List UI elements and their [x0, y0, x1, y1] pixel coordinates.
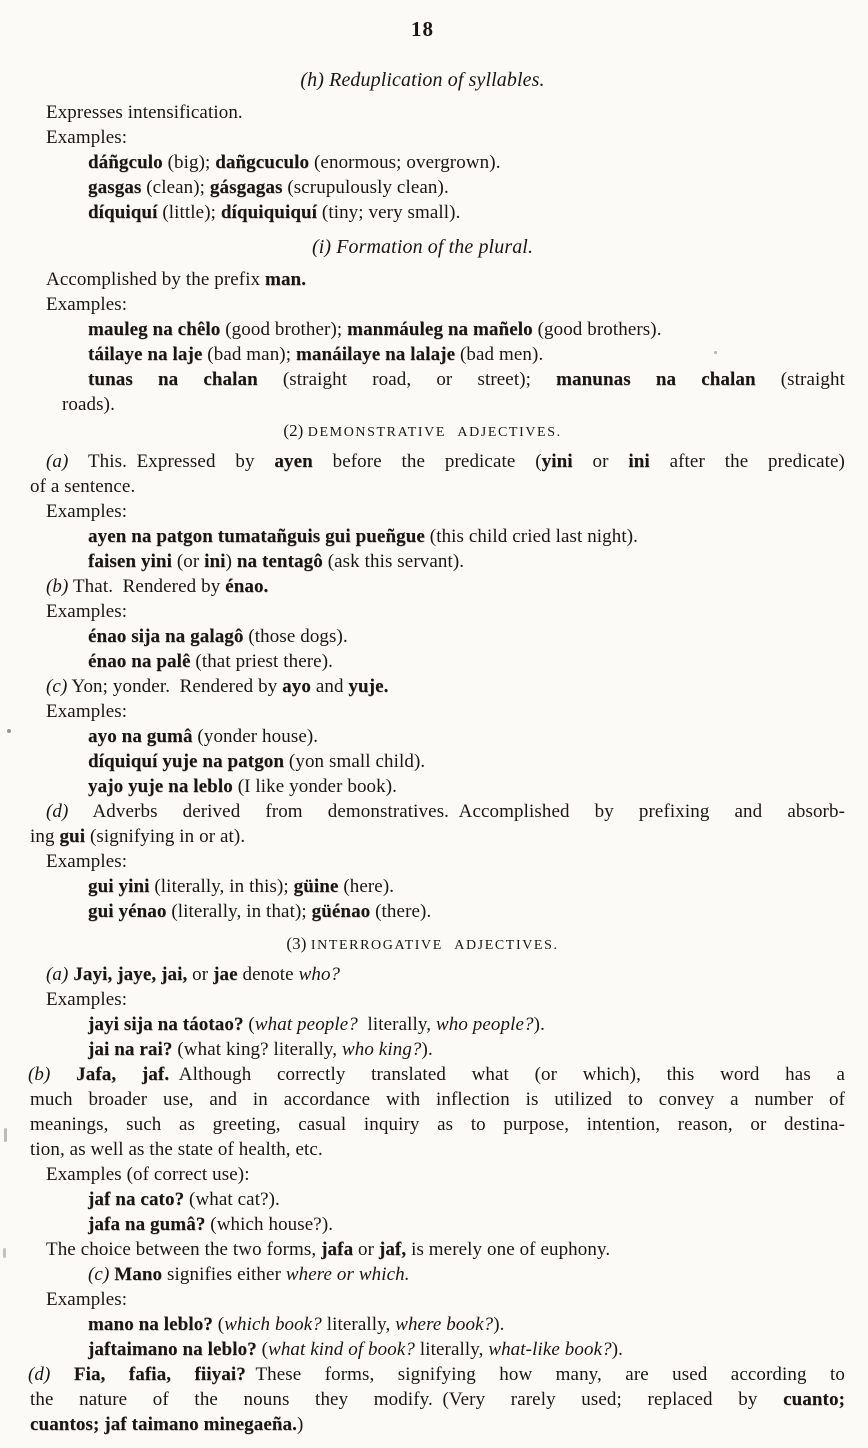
text-segment: Examples (of correct use): [46, 1164, 250, 1185]
text-segment: (here). [338, 876, 395, 897]
text-segment: literally, [321, 1314, 396, 1335]
text-segment: who king? [341, 1039, 422, 1060]
text-line [88, 1312, 845, 1337]
text-segment: ayo [282, 676, 311, 697]
text-segment: ). [421, 1039, 433, 1060]
text-line [46, 574, 845, 599]
text-segment: táilaye na laje [88, 344, 203, 365]
text-segment [50, 1364, 73, 1385]
text-segment: mano na leblo? [88, 1314, 213, 1335]
text-segment: This. Expressed by [68, 451, 275, 472]
text-segment: what-like book? [488, 1339, 612, 1360]
text-segment: what people? [254, 1014, 358, 1035]
text-line [88, 724, 845, 749]
text-segment: Expresses intensification. [46, 102, 243, 123]
text-line [88, 874, 845, 899]
text-segment: (good brothers). [532, 319, 662, 340]
text-line [88, 367, 845, 392]
text-segment: INTERROGATIVE ADJECTIVES. [310, 938, 559, 953]
page-content [0, 66, 845, 1437]
text-line [88, 749, 845, 774]
text-line [30, 474, 845, 499]
text-line [46, 962, 845, 987]
text-segment: manáilaye na lalaje [295, 344, 456, 365]
text-segment: what kind of book? [268, 1339, 415, 1360]
text-line [28, 1362, 845, 1387]
text-segment: (yon small child). [284, 751, 426, 772]
text-segment: (i) Formation of the plural. [311, 236, 534, 258]
text-segment: (a) [46, 964, 69, 985]
text-segment: güine [293, 876, 339, 897]
text-segment: (d) [46, 801, 69, 822]
text-segment: manunas na chalan [556, 369, 756, 390]
text-segment: ini [628, 451, 650, 472]
text-segment: (tiny; very small). [317, 202, 461, 223]
text-segment: ) [296, 1414, 304, 1435]
text-segment: díquiquí yuje na patgon [88, 751, 285, 772]
text-line [30, 1137, 845, 1162]
text-line [46, 1287, 845, 1312]
page-number: 18 [411, 17, 434, 41]
text-segment: faisen yini [88, 551, 172, 572]
text-line [88, 342, 845, 367]
section-heading-3 [0, 932, 845, 958]
text-segment: (3) [286, 934, 311, 953]
section-heading-h [0, 66, 845, 94]
text-segment: (what king? literally, [172, 1039, 342, 1060]
text-segment: denote [237, 964, 299, 985]
text-segment: (I like yonder book). [232, 776, 398, 797]
text-segment: These forms, signifying how many, are used according to [245, 1364, 845, 1385]
text-segment: Mano [114, 1264, 163, 1285]
text-segment: dañgcuculo [215, 152, 310, 173]
text-line [88, 1187, 845, 1212]
text-segment: (this child cried last night). [424, 526, 639, 547]
text-segment: Yon; yonder. Rendered by [67, 676, 283, 697]
text-line [88, 317, 845, 342]
text-segment: Examples: [46, 294, 128, 315]
text-segment: (ask this servant). [322, 551, 465, 572]
text-line [46, 1237, 845, 1262]
text-line [30, 1387, 845, 1412]
text-segment: (yonder house). [192, 726, 319, 747]
text-line [30, 1087, 845, 1112]
text-line [88, 1262, 845, 1287]
text-segment: cuantos; jaf taimano minegaeña. [30, 1414, 297, 1435]
text-segment: signifies either [162, 1264, 286, 1285]
text-segment: (2) [283, 421, 308, 440]
text-segment: Jayi, jaye, jai, [73, 964, 188, 985]
text-segment: Accomplished by the prefix [46, 269, 266, 290]
text-line [88, 524, 845, 549]
text-segment: tunas na chalan [88, 369, 258, 390]
text-segment: Examples: [46, 501, 128, 522]
text-line [30, 824, 845, 849]
text-segment: jae [213, 964, 238, 985]
text-segment: (straight [755, 369, 845, 390]
text-segment: (a) [46, 451, 69, 472]
text-segment: Adverbs derived from demonstratives. Accomplished by prefixing and absorb- [68, 801, 845, 822]
text-segment [50, 1064, 76, 1085]
text-segment: which book? [224, 1314, 322, 1335]
text-segment: gui yénao [88, 901, 167, 922]
text-segment: (clean); [141, 177, 210, 198]
text-segment: (signifying in or at). [85, 826, 246, 847]
text-segment: That. Rendered by [68, 576, 226, 597]
text-segment: where or which. [285, 1264, 410, 1285]
text-line [88, 1337, 845, 1362]
text-segment: cuanto; [783, 1389, 845, 1410]
text-segment: of a sentence. [30, 476, 136, 497]
text-segment: (c) [46, 676, 68, 697]
text-segment: ) [225, 551, 237, 572]
text-segment: (b) [28, 1064, 51, 1085]
text-segment: who? [298, 964, 341, 985]
text-segment: is merely one of euphony. [406, 1239, 611, 1260]
text-segment: jafa na gumâ? [88, 1214, 206, 1235]
text-segment: ( [256, 1339, 269, 1360]
text-line [46, 1162, 845, 1187]
text-segment: ). [611, 1339, 623, 1360]
text-line [46, 100, 845, 125]
section-heading-2 [0, 419, 845, 445]
text-line [88, 649, 845, 674]
text-segment: tion, as well as the state of health, etc. [30, 1139, 323, 1160]
text-line [88, 200, 845, 225]
text-segment: (bad men). [455, 344, 544, 365]
text-segment: ing [30, 826, 60, 847]
text-segment: mauleg na chêlo [88, 319, 221, 340]
text-segment: where book? [395, 1314, 494, 1335]
text-segment: Examples: [46, 701, 128, 722]
text-segment: (bad man); [202, 344, 296, 365]
text-segment: güénao [311, 901, 371, 922]
text-line [88, 1037, 845, 1062]
text-segment: gui yini [88, 876, 150, 897]
text-segment: (those dogs). [243, 626, 348, 647]
text-segment: jaf na cato? [88, 1189, 185, 1210]
text-line [46, 449, 845, 474]
section-heading-i [0, 233, 845, 261]
text-segment: who people? [435, 1014, 534, 1035]
text-segment: (or [171, 551, 205, 572]
text-segment: and [310, 676, 349, 697]
text-segment: gui [59, 826, 86, 847]
text-segment: jai na rai? [88, 1039, 173, 1060]
text-segment: (enormous; overgrown). [309, 152, 501, 173]
text-line [46, 987, 845, 1012]
scan-speck [4, 1128, 7, 1142]
text-segment: ( [243, 1014, 255, 1035]
text-line [46, 849, 845, 874]
text-segment: Examples: [46, 1289, 128, 1310]
text-segment: literally, [415, 1339, 489, 1360]
text-segment: (which house?). [205, 1214, 334, 1235]
text-line [46, 292, 845, 317]
text-line [46, 799, 845, 824]
text-line [46, 674, 845, 699]
text-segment: man. [265, 269, 307, 290]
text-segment: ). [533, 1014, 545, 1035]
text-segment: díquiquí [88, 202, 158, 223]
text-segment: jaftaimano na leblo? [88, 1339, 257, 1360]
scan-speck [3, 1248, 6, 1258]
text-segment: (literally, in this); [149, 876, 294, 897]
text-segment: (literally, in that); [166, 901, 312, 922]
text-line [46, 267, 845, 292]
text-segment: Jafa, jaf. [76, 1064, 170, 1085]
text-segment: (straight road, or street); [257, 369, 557, 390]
text-line [88, 549, 845, 574]
text-segment: gásgagas [209, 177, 283, 198]
text-segment: before the predicate ( [312, 451, 542, 472]
text-line [88, 175, 845, 200]
text-segment: yajo yuje na leblo [88, 776, 233, 797]
text-segment: Examples: [46, 851, 128, 872]
text-segment: énao na palê [88, 651, 191, 672]
text-line [30, 1112, 845, 1137]
text-segment: (there). [370, 901, 432, 922]
text-line [46, 699, 845, 724]
text-segment: díquiquiquí [220, 202, 318, 223]
text-segment: Fia, fafia, fiiyai? [73, 1364, 246, 1385]
text-segment: jafa [321, 1239, 354, 1260]
text-segment: énao sija na galagô [88, 626, 244, 647]
text-line [88, 1212, 845, 1237]
text-segment: much broader use, and in accordance with inflection is utilized to convey a number of [30, 1089, 845, 1110]
text-segment: (big); [162, 152, 216, 173]
text-line [28, 1062, 845, 1087]
text-segment: or [572, 451, 629, 472]
text-segment: Examples: [46, 989, 128, 1010]
text-segment: roads). [62, 394, 115, 415]
text-segment: énao. [225, 576, 269, 597]
text-segment: (h) Reduplication of syllables. [300, 69, 545, 91]
text-line [88, 624, 845, 649]
text-segment: ayen na patgon tumatañguis gui pueñgue [88, 526, 425, 547]
text-segment: ini [204, 551, 226, 572]
text-segment: gasgas [88, 177, 142, 198]
text-segment: or [353, 1239, 379, 1260]
text-segment: yuje. [348, 676, 389, 697]
text-segment: ( [212, 1314, 225, 1335]
scan-speck [7, 729, 11, 733]
text-line [88, 150, 845, 175]
text-line [30, 1412, 845, 1437]
text-segment: or [187, 964, 214, 985]
text-segment: (b) [46, 576, 69, 597]
text-segment: manmáuleg na mañelo [347, 319, 533, 340]
text-line [88, 774, 845, 799]
scan-speck [714, 351, 717, 354]
text-segment: DEMONSTRATIVE ADJECTIVES. [307, 425, 562, 440]
text-line [46, 599, 845, 624]
text-segment: dáñgculo [88, 152, 163, 173]
text-segment: (that priest there). [190, 651, 333, 672]
text-segment: ). [493, 1314, 505, 1335]
text-segment: literally, [357, 1014, 436, 1035]
text-segment: Although correctly translated what (or which), this word has a [169, 1064, 846, 1085]
text-segment: yini [541, 451, 573, 472]
text-segment: meanings, such as greeting, casual inquiry as to purpose, intention, reason, or destina- [30, 1114, 845, 1135]
text-segment: na tentagô [236, 551, 323, 572]
text-segment: Examples: [46, 127, 128, 148]
text-segment: (good brother); [220, 319, 348, 340]
text-segment: Examples: [46, 601, 128, 622]
text-segment: (scrupulously clean). [282, 177, 449, 198]
text-segment: (little); [157, 202, 221, 223]
text-line [88, 1012, 845, 1037]
text-line [62, 392, 845, 417]
text-segment: the nature of the nouns they modify. (Very rarely used; replaced by [30, 1389, 784, 1410]
text-line [88, 899, 845, 924]
text-segment: The choice between the two forms, [46, 1239, 322, 1260]
text-segment: (d) [28, 1364, 51, 1385]
text-segment: jayi sija na táotao? [88, 1014, 244, 1035]
text-segment: ayen [274, 451, 313, 472]
text-line [46, 125, 845, 150]
text-segment: ayo na gumâ [88, 726, 193, 747]
text-line [46, 499, 845, 524]
text-segment: (what cat?). [184, 1189, 280, 1210]
text-segment: jaf, [378, 1239, 407, 1260]
text-segment: after the predicate) [649, 451, 845, 472]
text-segment: (c) [88, 1264, 110, 1285]
